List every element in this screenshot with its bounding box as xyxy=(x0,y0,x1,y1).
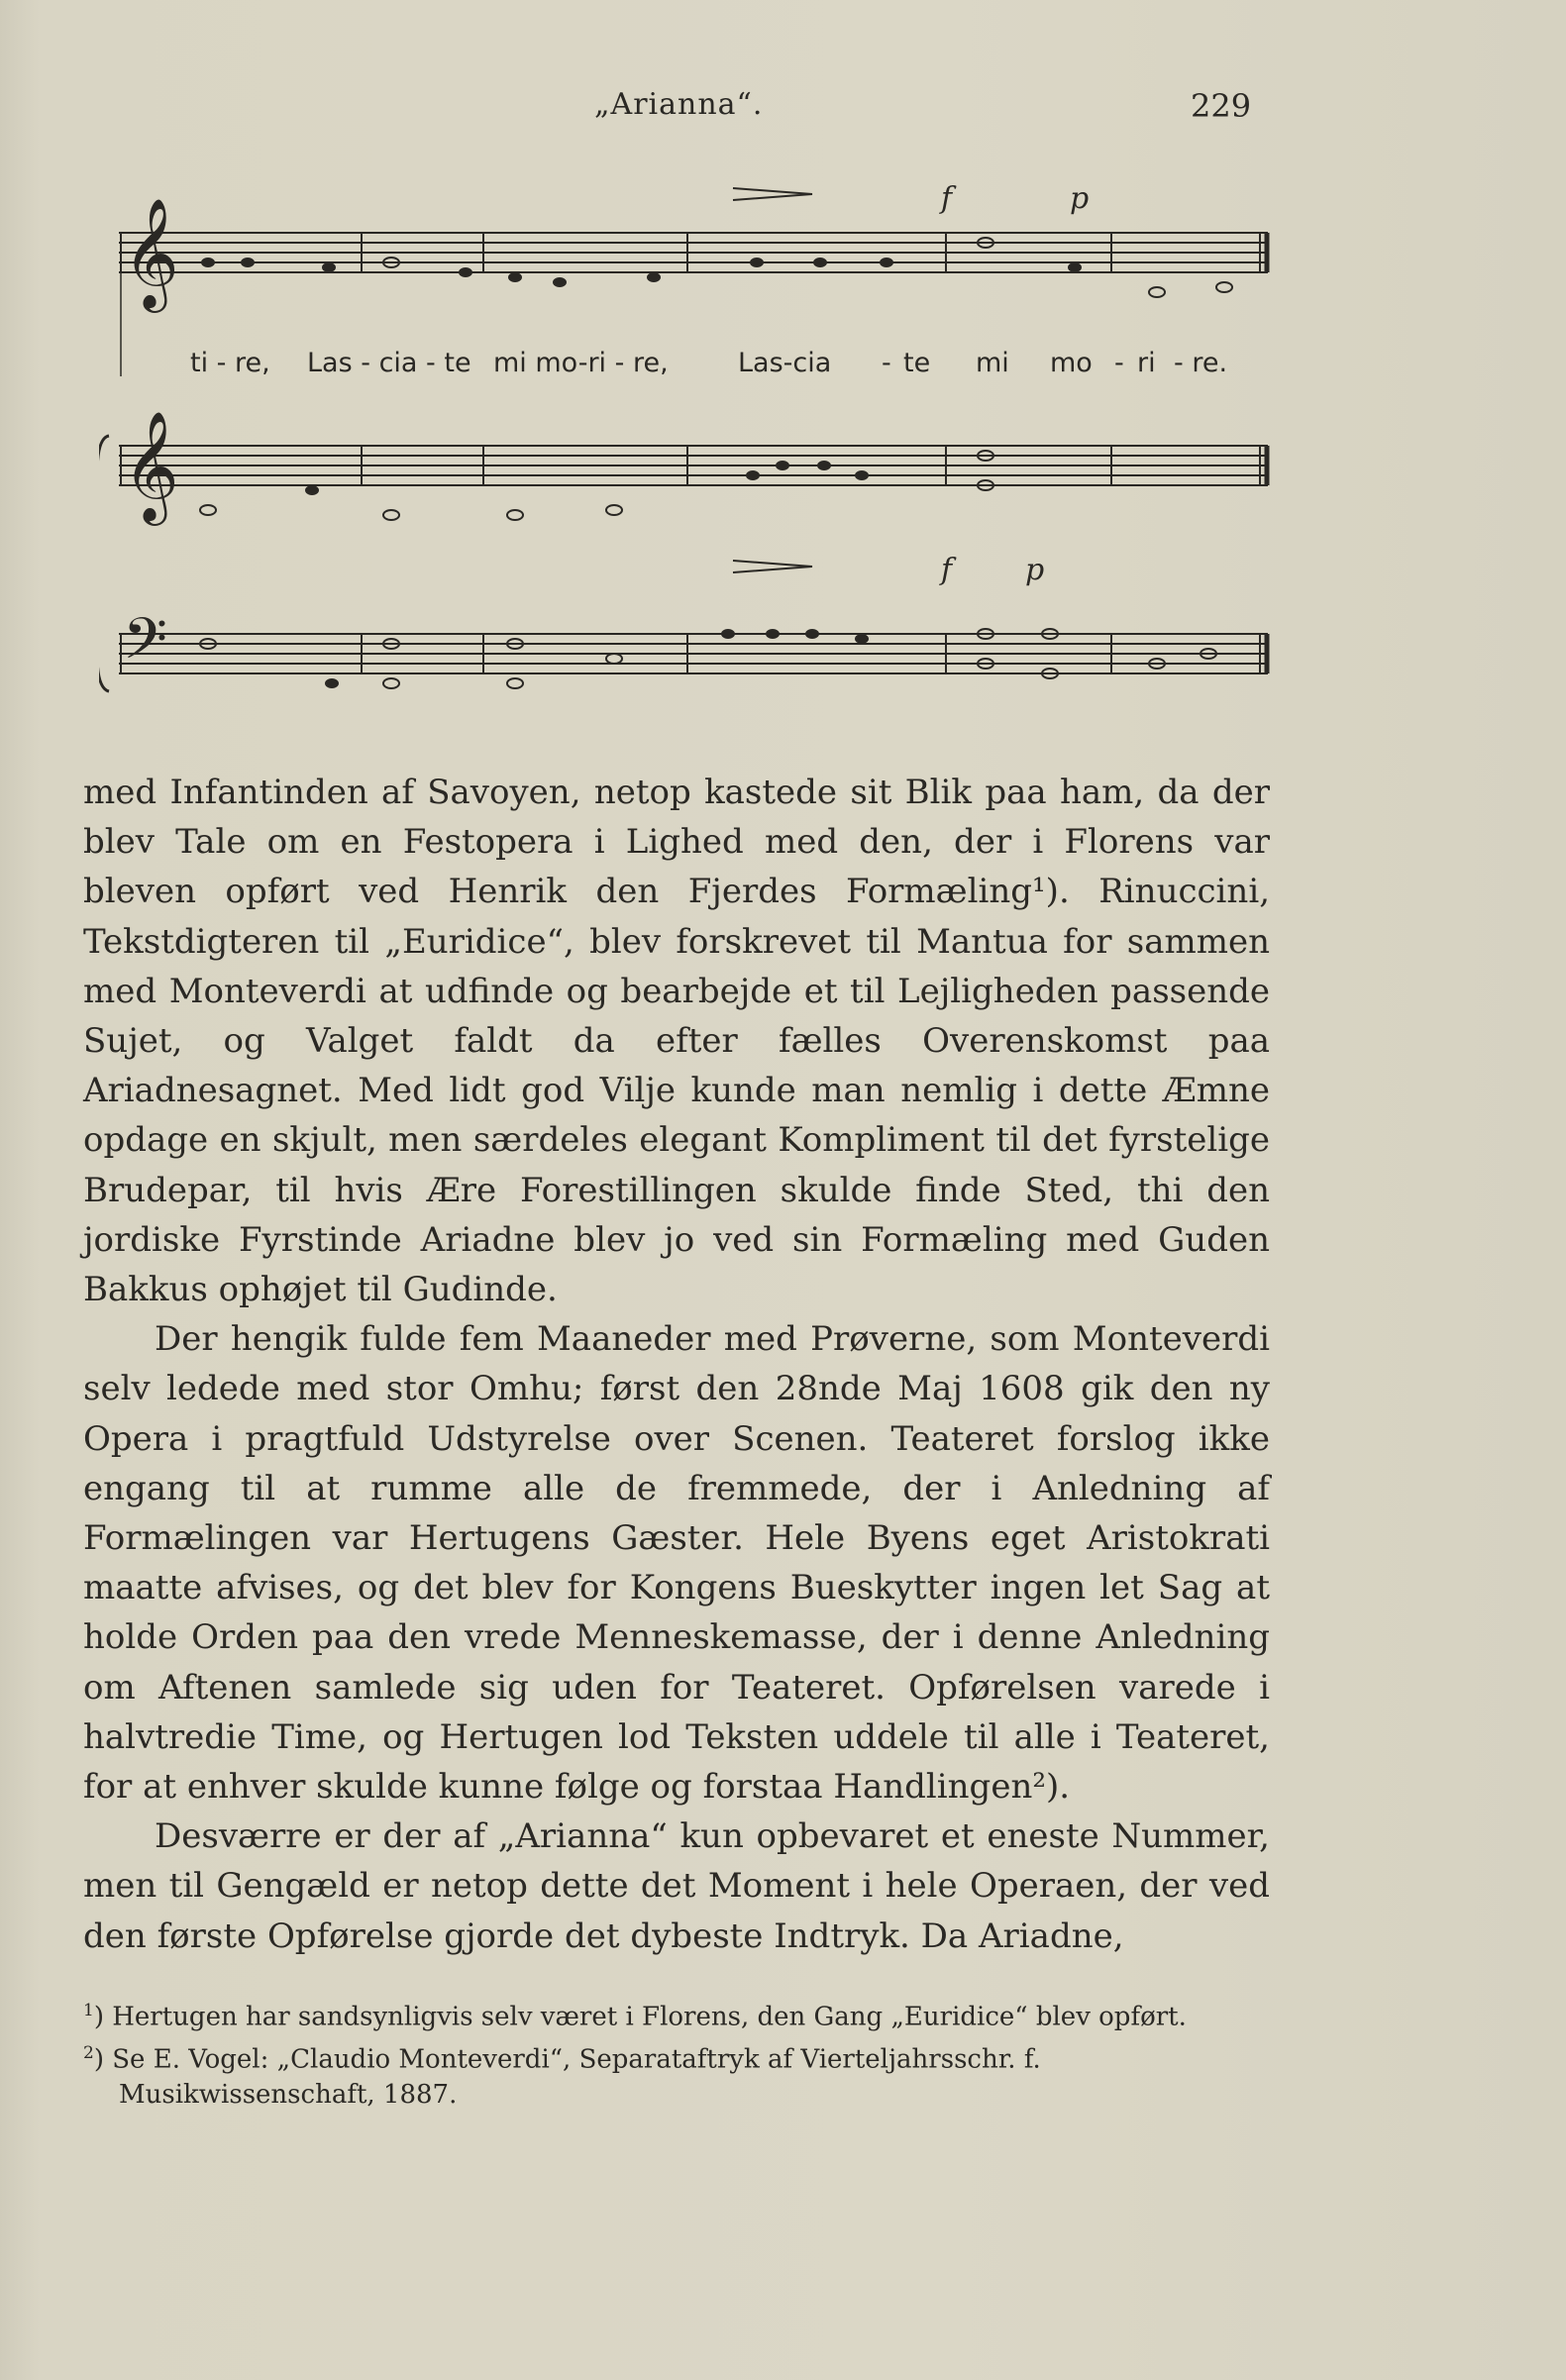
crescendo-hairpin xyxy=(733,188,812,200)
lyric: - xyxy=(1114,348,1124,378)
lyric: te xyxy=(903,348,931,378)
music-score xyxy=(99,178,1288,733)
dynamic-forte: f xyxy=(941,181,953,216)
footnote-mark: 1 xyxy=(83,2001,94,2020)
lyric: mi mo-ri - re, xyxy=(493,348,669,378)
page-header xyxy=(0,87,1566,137)
footnote-text: Se E. Vogel: „Claudio Monteverdi“, Separataftryk af Vierteljahrsschr. f. Musikwissenschaft, 1887. xyxy=(112,2044,1041,2111)
footnotes xyxy=(83,1993,1270,2113)
lyric: Las-cia xyxy=(738,348,832,378)
lyric: - re. xyxy=(1174,348,1228,378)
lyric: Las - cia - te xyxy=(307,348,471,378)
paragraph: med Infantinden af Savoyen, netop kastede sit Blik paa ham, da der blev Tale om en Festopera i Lighed med den, der i Florens var bleven opført ved Henrik den Fjerdes Formæling¹). Rinuccini, Tekstdigteren til „Euridice“, blev forskrevet til Mantua for sammen med Monteverdi at udfinde og bearbejde et til Lejligheden passende Sujet, og Valget faldt da efter fælles Overenskomst paa Ariadnesagnet. Med lidt god Vilje kunde man nemlig i dette Æmne opdage en skjult, men særdeles elegant Kompliment til det fyrstelige Brudepar, til hvis Ære Forestillingen skulde finde Sted, thi den jordiske Fyrstinde Ariadne blev jo ved sin Formæling med Guden Bakkus ophøjet til Gudinde. xyxy=(83,773,1270,1310)
footnote: $^1$) Hertugen har sandsynligvis selv været i Florens, den Gang „Euridice“ blev opført. xyxy=(83,2001,1187,2032)
accompaniment-treble-staff xyxy=(119,446,1268,485)
voice-staff xyxy=(119,233,1268,272)
crescendo-hairpin xyxy=(733,561,812,572)
system-brace xyxy=(99,436,109,691)
voice-half-notes xyxy=(383,238,1232,297)
bass-clef-icon: 𝄢 xyxy=(123,605,168,686)
footnote: $^2$) Se E. Vogel: „Claudio Monteverdi“, Separataftryk af Vierteljahrsschr. f. Musikwissenschaft, 1887. xyxy=(83,2042,1041,2111)
body-text xyxy=(83,768,1270,1961)
page-number: 229 xyxy=(1191,87,1252,125)
lyric: ri xyxy=(1137,348,1156,378)
lyric: - xyxy=(882,348,891,378)
footnote-text: Hertugen har sandsynligvis selv været i Florens, den Gang „Euridice“ blev opført. xyxy=(112,2002,1187,2032)
footnote-mark: 2 xyxy=(83,2042,94,2063)
accompaniment-bass-staff xyxy=(119,634,1268,673)
lyric: mo xyxy=(1050,348,1093,378)
treble-clef-icon: 𝄞 xyxy=(123,410,179,521)
paragraph: Der hengik fulde fem Maaneder med Prøverne, som Monteverdi selv ledede med stor Omhu; først den 28nde Maj 1608 gik den ny Opera i pragtfuld Udstyrelse over Scenen. Teateret forslog ikke engang til at rumme alle de fremmede, der i Anledning af Formælingen var Hertugens Gæster. Hele Byens eget Aristokrati maatte afvises, og det blev for Kongens Bueskytter ingen let Sag at holde Orden paa den vrede Menneskemasse, der i denne Anledning om Aftenen samlede sig uden for Teateret. Opførelsen varede i halvtredie Time, og Hertugen lod Teksten uddele til alle i Teateret, for at enhver skulde kunne følge og forstaa Handlingen²). xyxy=(83,1319,1270,1808)
paragraph: Desværre er der af „Arianna“ kun opbevaret et eneste Nummer, men til Gengæld er netop dette det Moment i hele Operaen, der ved den første Opførelse gjorde det dybeste Indtryk. Da Ariadne, xyxy=(83,1816,1270,1956)
lyrics-line xyxy=(190,348,1227,378)
dynamic-piano: p xyxy=(1070,181,1090,216)
treble-clef-icon: 𝄞 xyxy=(123,197,179,308)
dynamic-forte: f xyxy=(941,553,953,587)
lyric: ti - re, xyxy=(190,348,270,378)
lyric: mi xyxy=(976,348,1009,378)
running-title: „Arianna“. xyxy=(594,87,764,122)
dynamic-piano: p xyxy=(1025,553,1045,587)
